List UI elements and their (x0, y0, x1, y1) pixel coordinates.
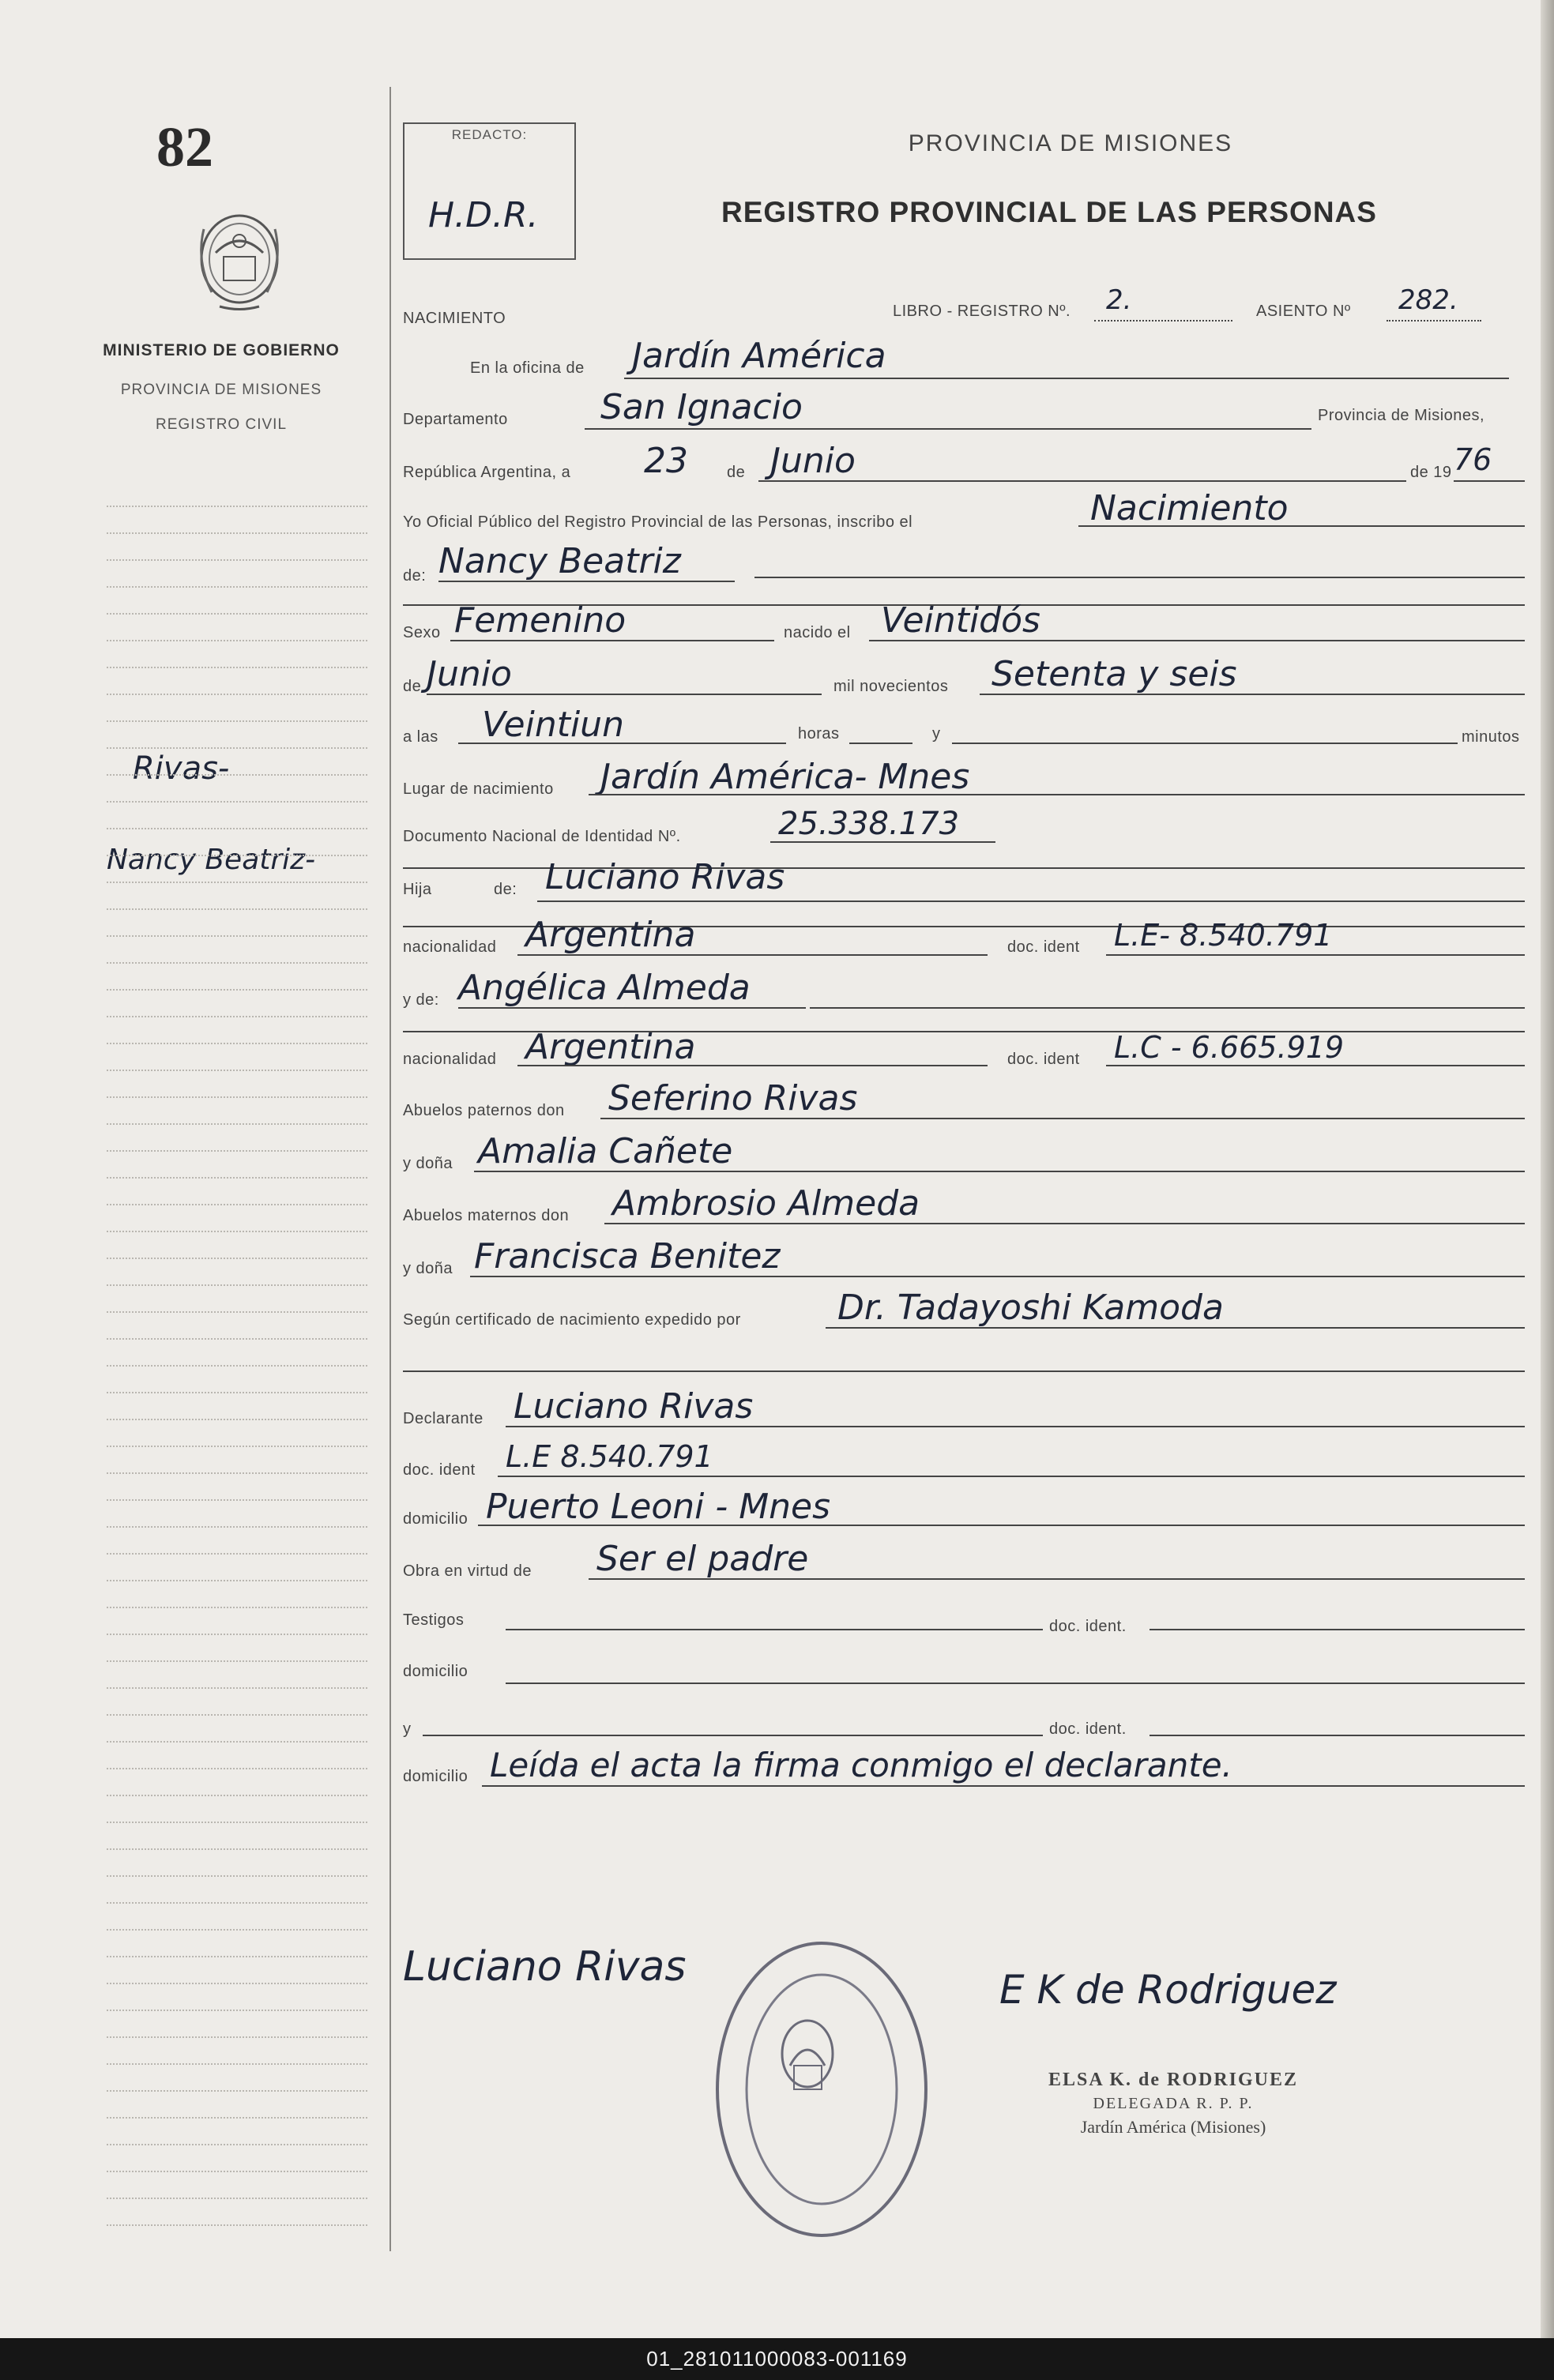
margin-ruled-line (107, 2117, 367, 2119)
witness-domicile-label: domicilio (403, 1663, 468, 1680)
act-value: Nacimiento (1090, 488, 1289, 528)
minutes-label: minutos (1462, 728, 1520, 746)
ministry-province: PROVINCIA DE MISIONES (120, 382, 322, 398)
official-stamp-icon (711, 1935, 932, 2243)
mother-doc-line (1106, 1065, 1525, 1066)
redacto-box (403, 122, 576, 260)
birthplace-line (589, 794, 1525, 795)
of-label: de: (403, 567, 427, 585)
margin-ruled-line (107, 559, 367, 561)
hours-line (458, 743, 786, 744)
margin-ruled-line (107, 2010, 367, 2011)
and-label: y (932, 725, 941, 743)
witness2-doc-label: doc. ident. (1049, 1720, 1127, 1738)
sex-label: Sexo (403, 624, 441, 641)
province-suffix: Provincia de Misiones, (1318, 407, 1485, 424)
declarant-doc-label: doc. ident (403, 1461, 476, 1479)
office-label: En la oficina de (470, 359, 585, 377)
father-doc: L.E- 8.540.791 (1114, 918, 1333, 953)
margin-ruled-line (107, 1956, 367, 1957)
officer-title: DELEGADA R. P. P. (1093, 2095, 1254, 2112)
father-nationality: Argentina (525, 915, 696, 955)
margin-ruled-line (107, 2036, 367, 2038)
margin-ruled-line (107, 1848, 367, 1850)
reason-line (589, 1578, 1525, 1580)
paternal-grandfather-line (600, 1118, 1525, 1119)
name-line-2 (754, 577, 1525, 578)
sex-value: Femenino (454, 600, 626, 641)
maternal-grandmother-line (470, 1276, 1525, 1277)
margin-ruled-line (107, 1392, 367, 1393)
witness2-line (423, 1735, 1043, 1736)
mother-nationality-label: nacionalidad (403, 1051, 497, 1068)
mother-line (458, 1007, 806, 1009)
name-line (438, 581, 735, 582)
domicile-value: Puerto Leoni - Mnes (486, 1487, 831, 1527)
mother-doc: L.C - 6.665.919 (1114, 1030, 1345, 1065)
margin-ruled-line (107, 882, 367, 883)
hours-value: Veintiun (482, 705, 624, 745)
witnesses-line (506, 1629, 1043, 1630)
at-label: a las (403, 728, 438, 746)
child-label: Hija (403, 881, 432, 898)
margin-ruled-line (107, 1795, 367, 1796)
margin-ruled-line (107, 1660, 367, 1662)
maternal-grandfather-line (604, 1223, 1525, 1224)
margin-ruled-line (107, 1526, 367, 1528)
margin-ruled-line (107, 694, 367, 695)
paternal-grandfather: Seferino Rivas (608, 1078, 858, 1119)
margin-ruled-line (107, 774, 367, 776)
libro-value: 2. (1106, 284, 1132, 316)
declarant-doc-value: L.E 8.540.791 (506, 1439, 713, 1474)
witness-doc-line (1150, 1629, 1525, 1630)
margin-ruled-line (107, 1902, 367, 1904)
department-label: Departamento (403, 411, 508, 428)
year-value: 76 (1454, 442, 1492, 477)
margin-ruled-line (107, 1338, 367, 1340)
margin-ruled-line (107, 1499, 367, 1501)
certificate-line (826, 1327, 1525, 1329)
closing-line (482, 1785, 1525, 1787)
maternal-grandfather: Ambrosio Almeda (612, 1183, 920, 1224)
page-number: 82 (156, 115, 213, 179)
province-title: PROVINCIA DE MISIONES (908, 130, 1233, 156)
margin-ruled-line (107, 1607, 367, 1608)
de-label: de (727, 464, 746, 481)
margin-ruled-line (107, 1446, 367, 1447)
father-value: Luciano Rivas (545, 857, 785, 897)
year-prefix: de 19 (1410, 464, 1452, 481)
redacto-label: REDACTO: (451, 127, 528, 142)
margin-ruled-line (107, 506, 367, 507)
margin-ruled-line (107, 1822, 367, 1823)
father-nationality-label: nacionalidad (403, 938, 497, 956)
margin-ruled-line (107, 1419, 367, 1420)
mother-doc-label: doc. ident (1007, 1051, 1080, 1068)
margin-ruled-line (107, 1472, 367, 1474)
column-divider (389, 87, 391, 2251)
margin-ruled-line (107, 1741, 367, 1743)
dni-value: 25.338.173 (778, 806, 960, 842)
mother-label: y de: (403, 991, 439, 1009)
image-code: 01_281011000083-001169 (646, 2347, 908, 2371)
margin-note-names: Nancy Beatriz- (107, 844, 316, 876)
margin-ruled-line (107, 586, 367, 588)
asiento-value: 282. (1398, 284, 1458, 316)
margin-ruled-line (107, 1311, 367, 1313)
dni-line (770, 841, 995, 843)
born-label: nacido el (784, 624, 851, 641)
libro-line (1094, 320, 1232, 321)
margin-ruled-line (107, 1875, 367, 1877)
department-line (585, 428, 1311, 430)
born-line (869, 640, 1525, 641)
domicile-label: domicilio (403, 1510, 468, 1528)
margin-ruled-line (107, 747, 367, 749)
mother-line-2 (810, 1007, 1525, 1009)
coat-of-arms-icon (180, 197, 299, 316)
margin-ruled-line (107, 667, 367, 668)
margin-ruled-line (107, 1096, 367, 1098)
born-month-value: Junio (427, 654, 512, 694)
office-line (624, 378, 1509, 379)
hours-label: horas (798, 725, 840, 743)
mother-nationality: Argentina (525, 1027, 696, 1067)
image-code-bar (0, 2338, 1554, 2380)
declarant-line (506, 1426, 1525, 1427)
ministry-title: MINISTERIO DE GOBIERNO (103, 341, 340, 359)
declarant-label: Declarante (403, 1410, 484, 1427)
margin-ruled-line (107, 1580, 367, 1581)
year-line (1454, 480, 1525, 482)
margin-ruled-line (107, 1150, 367, 1152)
margin-ruled-line (107, 2224, 367, 2226)
paternal-label: Abuelos paternos don (403, 1102, 565, 1119)
thousand-value: Setenta y seis (991, 654, 1237, 694)
day-value: 23 (644, 441, 688, 481)
margin-ruled-line (107, 801, 367, 803)
reason-value: Ser el padre (596, 1539, 809, 1579)
witness-doc-label: doc. ident. (1049, 1618, 1127, 1635)
witness2-label: y (403, 1720, 412, 1738)
maternal-label: Abuelos maternos don (403, 1207, 570, 1224)
witness-domicile-line (506, 1683, 1525, 1684)
margin-ruled-line (107, 1687, 367, 1689)
asiento-line (1387, 320, 1481, 321)
margin-ruled-line (107, 828, 367, 829)
margin-ruled-line (107, 1204, 367, 1205)
mother-value: Angélica Almeda (458, 968, 751, 1008)
birthplace-value: Jardín América- Mnes (600, 757, 970, 797)
registry-title: REGISTRO PROVINCIAL DE LAS PERSONAS (721, 196, 1377, 228)
officer-place: Jardín América (Misiones) (1080, 2117, 1266, 2137)
margin-ruled-line (107, 1983, 367, 1984)
father-doc-line (1106, 954, 1525, 956)
margin-ruled-line (107, 1714, 367, 1716)
redacto-value: H.D.R. (428, 195, 539, 235)
reason-label: Obra en virtud de (403, 1562, 532, 1580)
officer-signature: E K de Rodriguez (999, 1967, 1337, 2013)
act-line (1078, 525, 1525, 527)
margin-ruled-line (107, 962, 367, 964)
birthplace-label: Lugar de nacimiento (403, 780, 554, 798)
margin-ruled-line (107, 532, 367, 534)
official-text: Yo Oficial Público del Registro Provincial de las Personas, inscribo el (403, 513, 913, 531)
margin-ruled-line (107, 2171, 367, 2172)
margin-ruled-line (107, 1016, 367, 1017)
minutes-line (952, 743, 1458, 744)
republic-label: República Argentina, a (403, 464, 571, 481)
office-value: Jardín América (632, 336, 886, 376)
thousand-line (980, 694, 1525, 695)
declarant-doc-line (498, 1476, 1525, 1477)
section-divider (403, 1370, 1525, 1372)
dni-label: Documento Nacional de Identidad Nº. (403, 828, 681, 845)
father-doc-label: doc. ident (1007, 938, 1080, 956)
maternal-dona-label: y doña (403, 1260, 453, 1277)
asiento-label: ASIENTO Nº (1256, 303, 1351, 320)
certificate-label: Según certificado de nacimiento expedido por (403, 1311, 741, 1329)
month-value: Junio (770, 441, 856, 481)
paternal-grandmother: Amalia Cañete (478, 1131, 733, 1171)
margin-ruled-line (107, 935, 367, 937)
margin-ruled-line (107, 2063, 367, 2065)
margin-ruled-line (107, 1284, 367, 1286)
margin-ruled-line (107, 1177, 367, 1179)
margin-note-surname: Rivas- (133, 750, 230, 787)
margin-ruled-line (107, 2198, 367, 2199)
maternal-grandmother: Francisca Benitez (474, 1236, 781, 1276)
witness2-doc-line (1150, 1735, 1525, 1736)
born-month-label: de (403, 678, 422, 695)
margin-ruled-line (107, 1043, 367, 1044)
libro-label: LIBRO - REGISTRO Nº. (893, 303, 1071, 320)
declarant-signature: Luciano Rivas (403, 1943, 687, 1991)
margin-ruled-line (107, 1258, 367, 1259)
margin-ruled-line (107, 908, 367, 910)
margin-ruled-line (107, 1123, 367, 1125)
margin-ruled-line (107, 720, 367, 722)
margin-ruled-line (107, 1231, 367, 1232)
margin-ruled-line (107, 1070, 367, 1071)
father-line (537, 900, 1525, 902)
father-nationality-line (517, 954, 988, 956)
closing-text: Leída el acta la firma conmigo el declarante. (490, 1746, 1232, 1784)
margin-ruled-line (107, 2090, 367, 2092)
certificate-value: Dr. Tadayoshi Kamoda (837, 1288, 1224, 1328)
paternal-grandmother-line (474, 1171, 1525, 1172)
margin-ruled-line (107, 1365, 367, 1367)
margin-ruled-line (107, 613, 367, 615)
department-value: San Ignacio (600, 387, 803, 427)
name-value: Nancy Beatriz (438, 541, 681, 581)
record-type-label: NACIMIENTO (403, 310, 506, 327)
margin-ruled-line (107, 855, 367, 856)
ministry-civil-registry: REGISTRO CIVIL (155, 416, 288, 433)
page-edge (1541, 0, 1554, 2338)
closing-domicile-label: domicilio (403, 1768, 468, 1785)
child-of-label: de: (494, 881, 517, 898)
margin-ruled-line (107, 989, 367, 991)
margin-ruled-line (107, 640, 367, 641)
declarant-value: Luciano Rivas (514, 1386, 754, 1427)
paternal-dona-label: y doña (403, 1155, 453, 1172)
month-line (758, 480, 1406, 482)
margin-ruled-line (107, 1929, 367, 1931)
thousand-label: mil novecientos (833, 678, 949, 695)
sex-line (450, 640, 774, 641)
hours-count-line (849, 743, 912, 744)
witnesses-label: Testigos (403, 1611, 465, 1629)
margin-ruled-line (107, 1553, 367, 1555)
mother-nationality-line (517, 1065, 988, 1066)
born-value: Veintidós (881, 600, 1040, 641)
domicile-line (478, 1525, 1525, 1526)
margin-ruled-line (107, 1634, 367, 1635)
margin-ruled-line (107, 1768, 367, 1769)
margin-ruled-line (107, 2144, 367, 2145)
officer-name: ELSA K. de RODRIGUEZ (1048, 2070, 1299, 2090)
born-month-line (427, 694, 822, 695)
